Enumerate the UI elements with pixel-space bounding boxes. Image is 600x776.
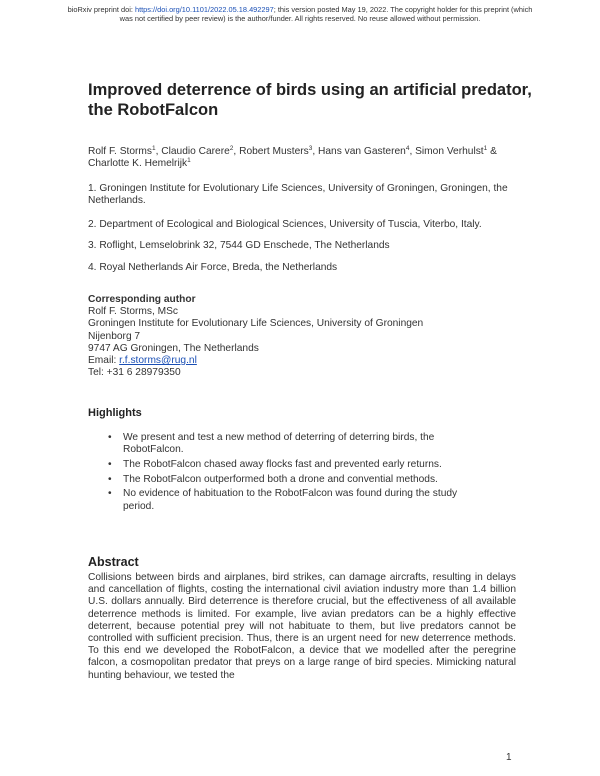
corresponding-author-institute: Groningen Institute for Evolutionary Life Sciences, University of Groningen (88, 318, 424, 330)
doi-link[interactable]: https://doi.org/10.1101/2022.05.18.492297 (134, 5, 274, 14)
author-list (88, 146, 508, 170)
abstract-text: Collisions between birds and airplanes, bird strikes, can damage aircrafts, resulting in delays and cancellation of flights, costing the international civil aviation industry more than 1.4 billion U.S. dollars annually. Bird deterrence is therefore crucial, but the effectiveness of all available deterrence methods is limited. For example, live avian predators can be a highly effective deterrent, because potential prey will not habituate to them, but live predators cannot be controlled with sufficient precision. Thus, there is an urgent need for new deterrence methods. To this end we developed the RobotFalcon, a device that we modelled after the peregrine falcon, a cosmopolitan predator that preys on a large range of bird species. Mimicking natural hunting behaviour, we tested the (88, 572, 516, 681)
preprint-notice-line2: was not certified by peer review) is the author/funder. All rights reserved. No reuse allowed without permission. (119, 14, 481, 23)
affiliation-3: 3. Roflight, Lemselobrink 32, 7544 GD Enschede, The Netherlands (88, 240, 390, 251)
preprint-notice (0, 5, 600, 23)
corresponding-author-name: Rolf F. Storms, MSc (88, 306, 178, 318)
author: Charlotte K. Hemelrijk$^1$ (88, 157, 191, 170)
author: Claudio Carere$^2$, (161, 145, 240, 157)
author: Rolf F. Storms$^1$, (88, 145, 162, 157)
affiliation-4: 4. Royal Netherlands Air Force, Breda, the Netherlands (88, 262, 338, 273)
preprint-notice-line1: bioRxiv preprint doi: https://doi.org/10.1101/2022.05.18.492297; this version posted May 19, 2022. The copyright holder for this preprint (which (67, 5, 533, 14)
affiliation-2: 2. Department of Ecological and Biological Sciences, University of Tuscia, Viterbo, Italy. (88, 219, 482, 230)
highlights-heading: Highlights (88, 407, 142, 419)
author: Hans van Gasteren$^4$, (318, 145, 416, 157)
list-item: • The RobotFalcon chased away flocks fast and prevented early returns. (108, 458, 442, 470)
corresponding-author-street: Nijenborg 7 (88, 330, 141, 342)
paper-title: Improved deterrence of birds using an artificial predator, the RobotFalcon (88, 81, 532, 119)
bullet-icon: • (108, 458, 112, 470)
corresponding-author-city: 9747 AG Groningen, The Netherlands (88, 342, 259, 354)
email-link[interactable]: r.f.storms@rug.nl (119, 355, 197, 367)
corresponding-author-email: Email: r.f.storms@rug.nl (88, 355, 197, 367)
author: Simon Verhulst$^1$ & (415, 145, 497, 157)
list-item: • We present and test a new method of deterring of deterring birds, the RobotFalcon. (108, 432, 435, 456)
corresponding-author-label: Corresponding author (88, 294, 196, 305)
corresponding-author-block (88, 294, 528, 379)
abstract-heading: Abstract (88, 555, 139, 569)
corresponding-author-tel: Tel: +31 6 28979350 (88, 367, 181, 379)
list-item: • No evidence of habituation to the RobotFalcon was found during the study period. (108, 488, 458, 512)
bullet-icon: • (108, 473, 112, 485)
author: Robert Musters$^3$, (239, 145, 319, 157)
list-item: • The RobotFalcon outperformed both a drone and convential methods. (108, 473, 438, 485)
page-number: 1 (506, 752, 512, 763)
bullet-icon: • (108, 488, 112, 500)
bullet-icon: • (108, 432, 112, 443)
highlights-list (108, 432, 488, 515)
affiliation-1: 1. Groningen Institute for Evolutionary Life Sciences, University of Groningen, Groningen, the Netherlands. (88, 183, 508, 207)
